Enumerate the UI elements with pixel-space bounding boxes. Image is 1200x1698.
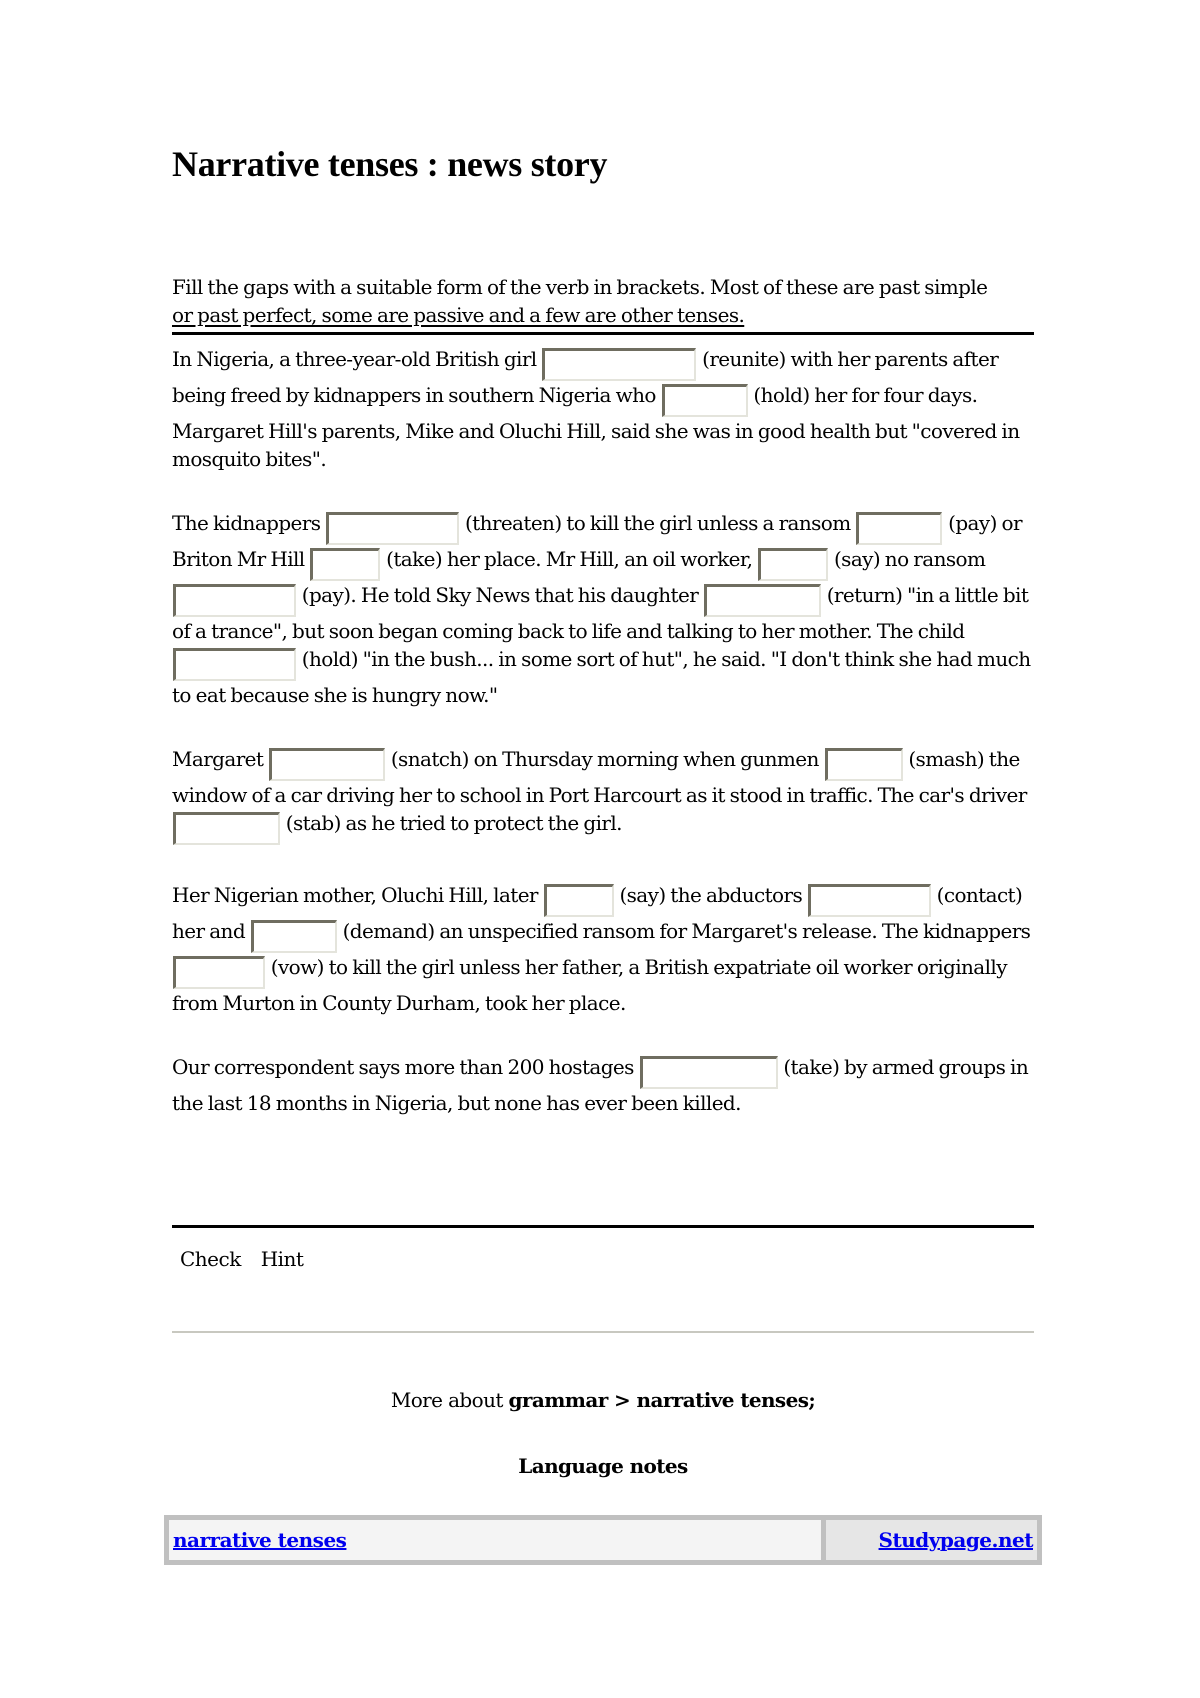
gap-pay-2-input[interactable]: [173, 584, 296, 617]
breadcrumb-separator: >: [607, 1388, 637, 1412]
story-text: (threaten) to kill the girl unless a ransom: [464, 511, 851, 535]
story-text: Her Nigerian mother, Oluchi Hill, later: [172, 883, 538, 907]
story-text: (reunite) with her parents after being freed by kidnappers in southern Nigeria who: [172, 347, 999, 407]
gap-reunite-input[interactable]: [542, 348, 696, 381]
gap-threaten-input[interactable]: [326, 512, 459, 545]
gap-contact-input[interactable]: [808, 884, 931, 917]
instructions-line-1: Fill the gaps with a suitable form of the verb in brackets. Most of these are past simple: [172, 275, 988, 299]
story-text: (take) by armed groups in the last 18 months in Nigeria, but none has ever been killed.: [172, 1055, 1029, 1115]
story-text: (smash) the window of a car driving her to school in Port Harcourt as it stood in traffic. The car's driver: [172, 747, 1027, 807]
gap-vow-input[interactable]: [173, 956, 265, 989]
story-paragraph-4: [172, 881, 1042, 1017]
page-title: Narrative tenses : news story: [172, 144, 608, 184]
links-cell-left: [169, 1520, 821, 1560]
links-cell-right: [826, 1520, 1037, 1560]
links-table: [164, 1515, 1042, 1565]
gap-demand-input[interactable]: [251, 920, 337, 953]
narrative-tenses-link[interactable]: narrative tenses: [173, 1528, 347, 1552]
grammar-label: grammar: [508, 1388, 608, 1412]
gap-snatch-input[interactable]: [269, 748, 385, 781]
instructions-line-2: or past perfect, some are passive and a few are other tenses.: [172, 303, 745, 327]
gap-take-input[interactable]: [310, 548, 380, 581]
story-text: (take) her place. Mr Hill, an oil worker,: [386, 547, 753, 571]
story-text: Our correspondent says more than 200 hostages: [172, 1055, 634, 1079]
story-paragraph-1: [172, 345, 1042, 473]
story-text: The kidnappers: [172, 511, 321, 535]
gap-pay-input[interactable]: [856, 512, 942, 545]
language-notes-heading: Language notes: [518, 1454, 688, 1478]
story-text: (pay). He told Sky News that his daughter: [301, 583, 699, 607]
gap-take-2-input[interactable]: [640, 1056, 778, 1089]
story-divider: [172, 1225, 1034, 1228]
story-text: (demand) an unspecified ransom for Margaret's release. The kidnappers: [342, 919, 1031, 943]
gap-smash-input[interactable]: [825, 748, 903, 781]
studypage-link[interactable]: Studypage.net: [878, 1528, 1033, 1552]
more-about-line: [172, 1388, 1034, 1412]
news-story: [172, 345, 1042, 1153]
story-paragraph-3: [172, 745, 1042, 845]
gap-return-input[interactable]: [704, 584, 821, 617]
gap-say-2-input[interactable]: [544, 884, 614, 917]
story-text: Margaret: [172, 747, 264, 771]
story-text: (hold) "in the bush... in some sort of hut", he said. "I don't think she had much to eat because she is hungry now.": [172, 647, 1031, 707]
story-text: In Nigeria, a three-year-old British girl: [172, 347, 537, 371]
footer-divider: [172, 1331, 1034, 1333]
hint-button[interactable]: Hint: [260, 1247, 304, 1271]
story-text: (contact) her and: [172, 883, 1023, 943]
more-about-prefix: More about: [390, 1388, 509, 1412]
story-text: (stab) as he tried to protect the girl.: [285, 811, 622, 835]
story-text: (hold) her for four days. Margaret Hill's parents, Mike and Oluchi Hill, said she was in good health but "covered in mosquito bites".: [172, 383, 1020, 471]
story-text: (say) no ransom: [833, 547, 986, 571]
gap-say-input[interactable]: [758, 548, 828, 581]
story-text: (vow) to kill the girl unless her father, a British expatriate oil worker originally from Murton in County Durham, took her place.: [172, 955, 1007, 1015]
check-button[interactable]: Check: [180, 1247, 241, 1271]
story-text: (say) the abductors: [619, 883, 803, 907]
gap-stab-input[interactable]: [173, 812, 280, 845]
gap-hold-2-input[interactable]: [173, 648, 296, 681]
action-buttons: [180, 1247, 317, 1271]
story-text: (return) "in a little bit of a trance", but soon began coming back to life and talking to her mother. The child: [172, 583, 1029, 643]
story-text: (snatch) on Thursday morning when gunmen: [390, 747, 819, 771]
story-paragraph-5: [172, 1053, 1042, 1117]
story-paragraph-2: [172, 509, 1042, 709]
gap-hold-input[interactable]: [662, 384, 748, 417]
story-text: (pay) or Briton Mr Hill: [172, 511, 1022, 571]
instructions-divider: [172, 332, 1034, 335]
topic-label: narrative tenses;: [636, 1388, 816, 1412]
instructions: [172, 273, 1034, 329]
